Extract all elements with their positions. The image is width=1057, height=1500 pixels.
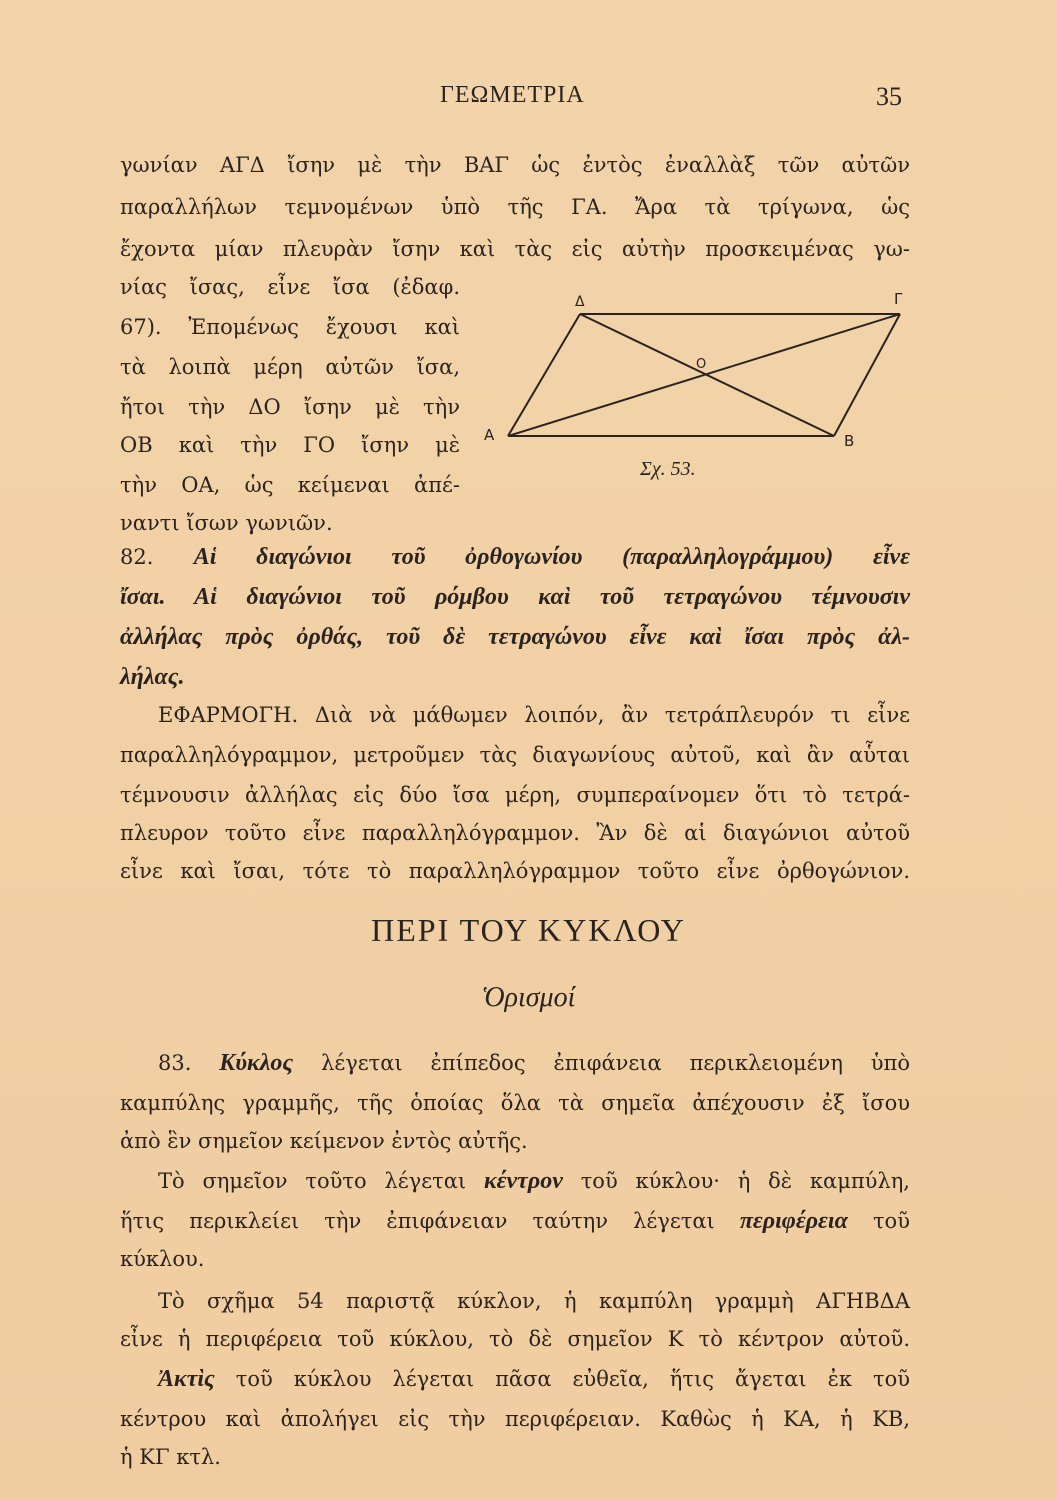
figure-caption: Σχ. 53. (640, 458, 696, 480)
text-line: παραλληλόγραμμον, μετροῦμεν τὰς διαγωνίους αὐτοῦ, καὶ ἂν αὗται (120, 743, 910, 767)
application-line (158, 700, 910, 730)
defined-term: κέντρον (483, 1168, 563, 1194)
text-line: ἡ ΚΓ κτλ. (120, 1445, 221, 1469)
text-line: τὰ λοιπὰ μέρη αὐτῶν ἴσα, (120, 355, 460, 379)
text-line: Τὸ σχῆμα 54 παριστᾷ κύκλον, ἡ καμπύλη γραμμὴ ΑΓΗΒΔΑ (158, 1289, 910, 1313)
text-span: λέγεται ἐπίπεδος ἐπιφάνεια περικλειομένη ὑπὸ (321, 1051, 910, 1075)
text-line: τὴν ΟΑ, ὡς κείμεναι ἀπέ- (120, 473, 460, 497)
parallelogram-figure (476, 288, 906, 463)
paragraph-82-line (120, 542, 910, 572)
defined-term: Κύκλος (219, 1050, 294, 1076)
text-line: ἀπὸ ἓν σημεῖον κείμενον ἐντὸς αὐτῆς. (120, 1129, 528, 1153)
label-a: Α (484, 426, 495, 444)
text-span: ἥτις περικλείει τὴν ἐπιφάνειαν ταύτην λέγεται (120, 1209, 715, 1233)
text-line (158, 1364, 910, 1394)
text-line: καμπύλης γραμμῆς, τῆς ὁποίας ὅλα τὰ σημεῖα ἀπέχουσιν ἐξ ἴσου (120, 1091, 910, 1115)
text-span: τοῦ (872, 1209, 910, 1233)
theorem-text: Αἱ διαγώνιοι τοῦ ὀρθογωνίου (παραλληλογράμμου) εἶνε (193, 544, 910, 570)
text-line: τέμνουσιν ἀλλήλας εἰς δύο ἴσα μέρη, συμπεραίνομεν ὅτι τὸ τετρά- (120, 783, 910, 807)
text-line: εἶνε ἡ περιφέρεια τοῦ κύκλου, τὸ δὲ σημεῖον Κ τὸ κέντρον αὐτοῦ. (120, 1327, 910, 1351)
text-line: 67). Ἐπομένως ἔχουσι καὶ (120, 315, 460, 339)
label-o: Ο (696, 357, 707, 372)
text-line: εἶνε καὶ ἴσαι, τότε τὸ παραλληλόγραμμον τοῦτο εἶνε ὀρθογώνιον. (120, 859, 910, 883)
text-span: Τὸ σημεῖον τοῦτο λέγεται (158, 1169, 467, 1193)
text-line: ἔχοντα μίαν πλευρὰν ἴσην καὶ τὰς εἰς αὐτὴν προσκειμένας γω- (120, 237, 910, 261)
defined-term: περιφέρεια (739, 1208, 848, 1234)
page-number: 35 (876, 82, 902, 111)
label-d: Δ (575, 294, 585, 310)
text-line: ΟΒ καὶ τὴν ΓΟ ἴσην μὲ (120, 433, 460, 457)
text-line: κύκλου. (120, 1247, 205, 1271)
text-line: παραλλήλων τεμνομένων ὑπὸ τῆς ΓΑ. Ἄρα τὰ τρίγωνα, ὡς (120, 195, 910, 219)
theorem-text: λήλας. (120, 664, 185, 690)
diagonal-ag (508, 314, 900, 436)
defined-term: Ἀκτὶς (158, 1366, 215, 1392)
subsection-title: Ὁρισμοί (481, 982, 576, 1013)
text-span: Διὰ νὰ μάθωμεν λοιπόν, ἂν τετράπλευρόν τι εἶνε (314, 703, 910, 727)
paragraph-83-line (158, 1048, 910, 1078)
label-g: Γ (894, 290, 903, 308)
paragraph-number: 83. (158, 1051, 192, 1075)
running-title: ΓΕΩΜΕΤΡΙΑ (440, 82, 585, 108)
text-line (158, 1166, 910, 1196)
text-line: γωνίαν ΑΓΔ ἴσην μὲ τὴν ΒΑΓ ὡς ἐντὸς ἐναλλὰξ τῶν αὐτῶν (120, 153, 910, 177)
text-span: τοῦ κύκλου· ἡ δὲ καμπύλη, (580, 1169, 910, 1193)
text-line: νίας ἴσας, εἶνε ἴσα (ἐδαφ. (120, 275, 460, 299)
theorem-text: ἀλλήλας πρὸς ὀρθάς, τοῦ δὲ τετραγώνου εἶνε καὶ ἴσαι πρὸς ἀλ- (120, 624, 910, 650)
text-line: ἤτοι τὴν ΔΟ ἴσην μὲ τὴν (120, 395, 460, 419)
text-line (120, 1206, 910, 1236)
label-b: Β (844, 432, 855, 450)
section-title: ΠΕΡΙ ΤΟΥ ΚΥΚΛΟΥ (371, 912, 686, 948)
paragraph-number: 82. (120, 545, 154, 569)
theorem-text: ἴσαι. Αἱ διαγώνιοι τοῦ ρόμβου καὶ τοῦ τετραγώνου τέμνουσιν (120, 584, 910, 610)
text-line: κέντρου καὶ ἀπολήγει εἰς τὴν περιφέρειαν. Καθὼς ἡ ΚΑ, ἡ ΚΒ, (120, 1407, 910, 1431)
text-span: τοῦ κύκλου λέγεται πᾶσα εὐθεῖα, ἥτις ἄγεται ἐκ τοῦ (235, 1367, 910, 1391)
application-label: ΕΦΑΡΜΟΓΗ. (158, 703, 299, 727)
text-line: πλευρον τοῦτο εἶνε παραλληλόγραμμον. Ἂν δὲ αἱ διαγώνιοι αὐτοῦ (120, 821, 910, 845)
page-header (0, 82, 1057, 116)
text-line: ναντι ἴσων γωνιῶν. (120, 511, 333, 535)
